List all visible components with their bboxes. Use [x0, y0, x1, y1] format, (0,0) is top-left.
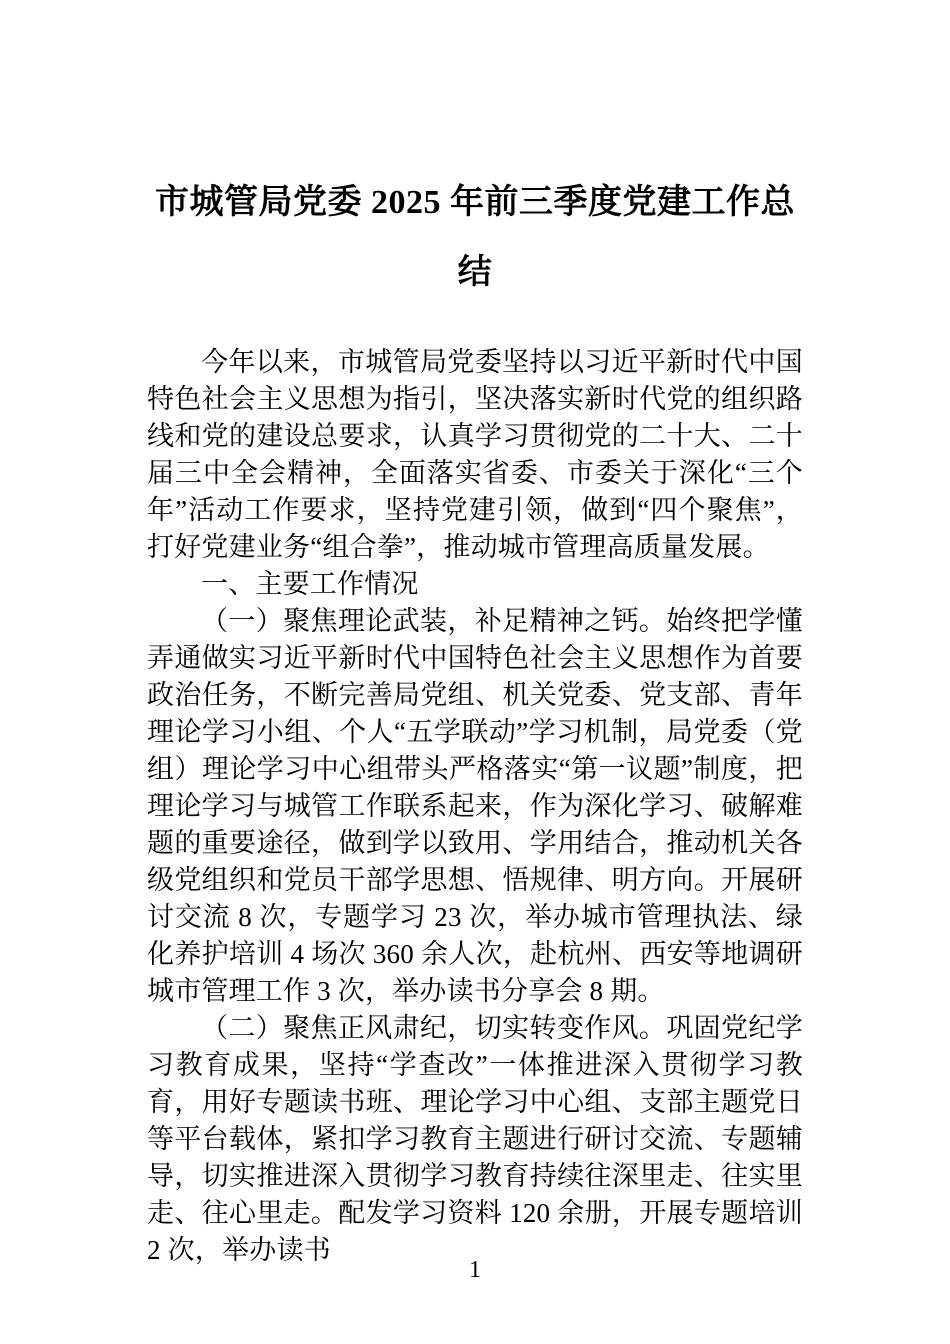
paragraph: 一、主要工作情况	[201, 569, 419, 599]
document-body	[147, 344, 803, 1269]
paragraph: 今年以来，市城管局党委坚持以习近平新时代中国特色社会主义思想为指引，坚决落实新时代党的组织路线和党的建设总要求，认真学习贯彻党的二十大、二十届三中全会精神，全面落实省委、市委关于深化“三个年”活动工作要求，坚持党建引领，做到“四个聚焦”，打好党建业务“组合拳”，推动城市管理高质量发展。	[147, 347, 803, 562]
paragraph: （一）聚焦理论武装，补足精神之钙。始终把学懂弄通做实习近平新时代中国特色社会主义思想作为首要政治任务，不断完善局党组、机关党委、党支部、青年理论学习小组、个人“五学联动”学习机制，局党委（党组）理论学习中心组带头严格落实“第一议题”制度，把理论学习与城管工作联系起来，作为深化学习、破解难题的重要途径，做到学以致用、学用结合，推动机关各级党组织和党员干部学思想、悟规律、明方向。开展研讨交流 8 次，专题学习 23 次，举办城市管理执法、绿化养护培训 4 场次 360 余人次，赴杭州、西安等地调研城市管理工作 3 次，举办读书分享会 8 期。	[147, 606, 803, 1006]
document-title: 市城管局党委 2025 年前三季度党建工作总结	[155, 184, 795, 291]
paragraph: （二）聚焦正风肃纪，切实转变作风。巩固党纪学习教育成果，坚持“学查改”一体推进深入贯彻学习教育，用好专题读书班、理论学习中心组、支部主题党日等平台载体，紧扣学习教育主题进行研讨交流、专题辅导，切实推进深入贯彻学习教育持续往深里走、往实里走、往心里走。配发学习资料 120 余册，开展专题培训 2 次，举办读书	[147, 1013, 803, 1265]
page-number: 1	[469, 1257, 481, 1283]
